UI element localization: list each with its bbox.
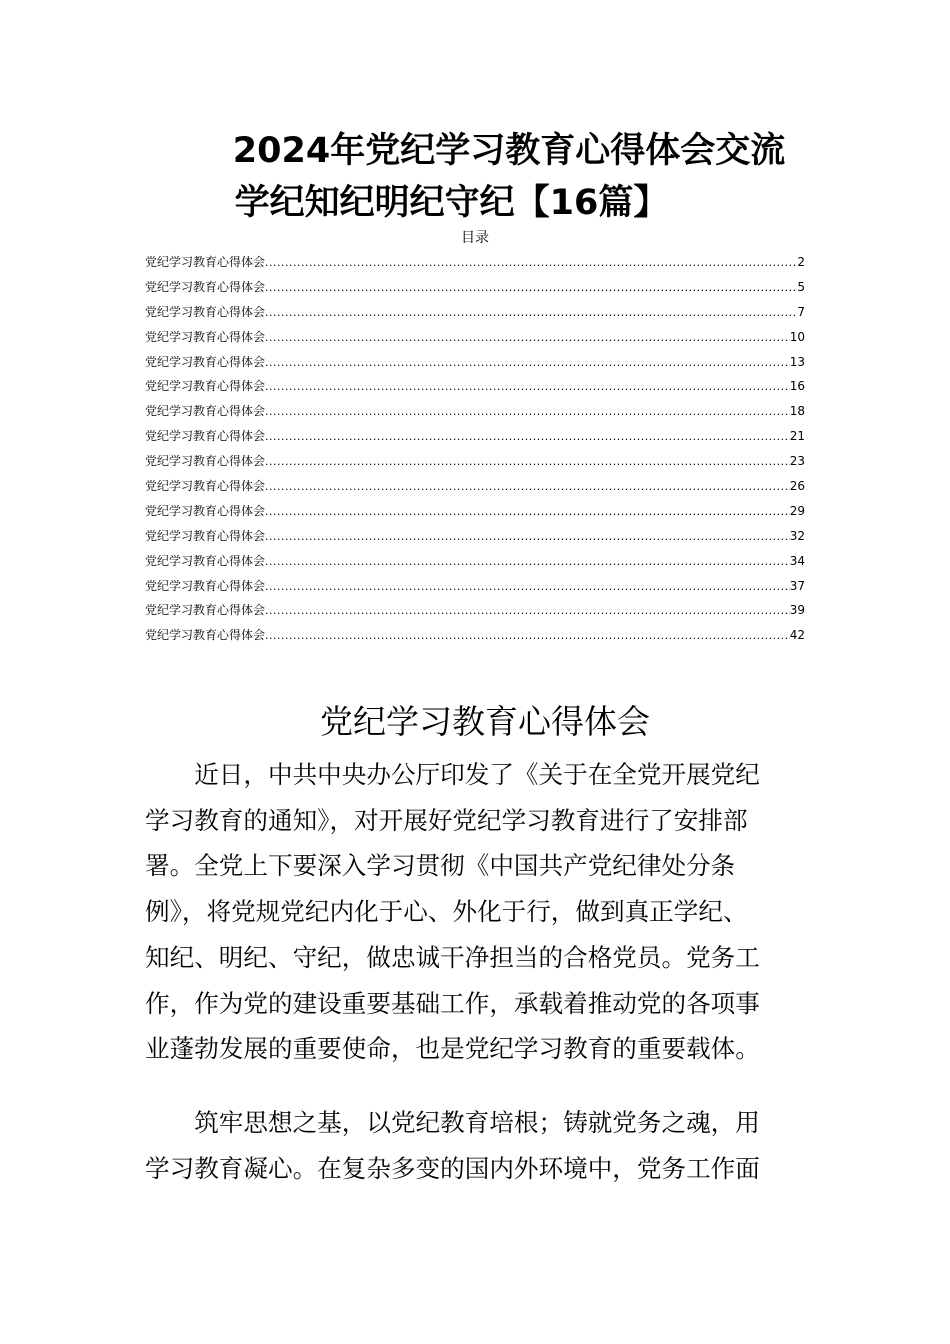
toc-entry-label: 党纪学习教育心得体会: [145, 603, 266, 618]
toc-leader-dots: [265, 526, 790, 547]
toc-entry-label: 党纪学习教育心得体会: [145, 578, 266, 593]
paragraph-line: 学习教育凝心。在复杂多变的国内外环境中，党务工作面: [145, 1153, 760, 1183]
paragraph-line: 业蓬勃发展的重要使命，也是党纪学习教育的重要载体。: [145, 1034, 760, 1064]
toc-entry[interactable]: [145, 426, 805, 451]
toc-entry-label: 党纪学习教育心得体会: [145, 404, 266, 419]
toc-leader-dots: [265, 451, 790, 472]
paragraph-line: 署。全党上下要深入学习贯彻《中国共产党纪律处分条: [145, 851, 736, 881]
toc-entry-page: 26: [789, 479, 805, 494]
toc-entry-label: 党纪学习教育心得体会: [145, 479, 266, 494]
table-of-contents: [145, 252, 805, 650]
toc-leader-dots: [265, 376, 790, 397]
paragraph-line: 例》，将党规党纪内化于心、外化于行，做到真正学纪、: [145, 897, 748, 927]
toc-heading: 目录: [461, 230, 489, 246]
toc-entry-page: 29: [789, 503, 805, 518]
toc-leader-dots: [265, 501, 790, 522]
toc-entry-page: 2: [797, 255, 805, 269]
toc-entry[interactable]: [145, 600, 805, 625]
toc-entry-label: 党纪学习教育心得体会: [145, 503, 266, 518]
section-title: 党纪学习教育心得体会: [320, 702, 650, 741]
toc-leader-dots: [265, 551, 790, 572]
toc-leader-dots: [265, 576, 790, 597]
toc-entry-label: 党纪学习教育心得体会: [145, 354, 266, 369]
toc-entry-label: 党纪学习教育心得体会: [145, 279, 266, 294]
toc-entry-label: 党纪学习教育心得体会: [145, 628, 266, 643]
paragraph-line: 近日，中共中央办公厅印发了《关于在全党开展党纪: [145, 760, 760, 789]
toc-entry[interactable]: [145, 277, 805, 302]
toc-entry-page: 32: [789, 528, 805, 543]
toc-entry-label: 党纪学习教育心得体会: [145, 528, 266, 543]
toc-entry-page: 21: [789, 429, 805, 444]
toc-entry[interactable]: [145, 376, 805, 401]
toc-entry[interactable]: [145, 327, 805, 352]
paragraph-line: 作，作为党的建设重要基础工作，承载着推动党的各项事: [145, 988, 760, 1018]
toc-entry-page: 10: [789, 329, 805, 344]
toc-entry-page: 37: [789, 578, 805, 593]
toc-entry[interactable]: [145, 451, 805, 476]
toc-leader-dots: [265, 401, 790, 422]
toc-leader-dots: [265, 252, 797, 273]
toc-leader-dots: [265, 426, 790, 447]
toc-leader-dots: [265, 327, 790, 348]
toc-entry-label: 党纪学习教育心得体会: [145, 454, 266, 469]
body-paragraph-1: [145, 752, 807, 1072]
toc-leader-dots: [265, 277, 797, 298]
toc-entry-page: 23: [789, 454, 805, 469]
toc-entry[interactable]: [145, 625, 805, 650]
toc-entry[interactable]: [145, 352, 805, 377]
toc-entry-page: 42: [789, 628, 805, 643]
toc-leader-dots: [265, 625, 790, 646]
toc-entry[interactable]: [145, 302, 805, 327]
toc-entry[interactable]: [145, 252, 805, 277]
toc-leader-dots: [265, 302, 797, 323]
document-title-line-1: 2024年党纪学习教育心得体会交流: [232, 131, 786, 171]
toc-leader-dots: [265, 476, 790, 497]
toc-entry-page: 7: [797, 304, 805, 319]
toc-entry-label: 党纪学习教育心得体会: [145, 255, 266, 269]
toc-leader-dots: [265, 600, 790, 621]
toc-entry[interactable]: [145, 551, 805, 576]
paragraph-line: 筑牢思想之基，以党纪教育培根；铸就党务之魂，用: [145, 1108, 760, 1137]
toc-entry[interactable]: [145, 401, 805, 426]
toc-entry-page: 13: [789, 354, 805, 369]
body-paragraph-2: [145, 1100, 807, 1191]
paragraph-line: 学习教育的通知》，对开展好党纪学习教育进行了安排部: [145, 805, 748, 835]
toc-entry-page: 16: [789, 379, 805, 394]
toc-entry-page: 34: [789, 553, 805, 568]
toc-leader-dots: [265, 352, 790, 373]
toc-entry-label: 党纪学习教育心得体会: [145, 379, 266, 394]
toc-entry[interactable]: [145, 501, 805, 526]
toc-entry[interactable]: [145, 526, 805, 551]
toc-entry-label: 党纪学习教育心得体会: [145, 553, 266, 568]
toc-entry-page: 39: [789, 603, 805, 618]
toc-entry[interactable]: [145, 476, 805, 501]
toc-entry-label: 党纪学习教育心得体会: [145, 304, 266, 319]
toc-entry-page: 18: [789, 404, 805, 419]
paragraph-line: 知纪、明纪、守纪，做忠诚干净担当的合格党员。党务工: [145, 942, 760, 972]
toc-entry-label: 党纪学习教育心得体会: [145, 329, 266, 344]
toc-entry-label: 党纪学习教育心得体会: [145, 429, 266, 444]
toc-entry[interactable]: [145, 576, 805, 601]
toc-entry-page: 5: [797, 279, 805, 294]
document-title-line-2: 学纪知纪明纪守纪【16篇】: [234, 183, 669, 223]
